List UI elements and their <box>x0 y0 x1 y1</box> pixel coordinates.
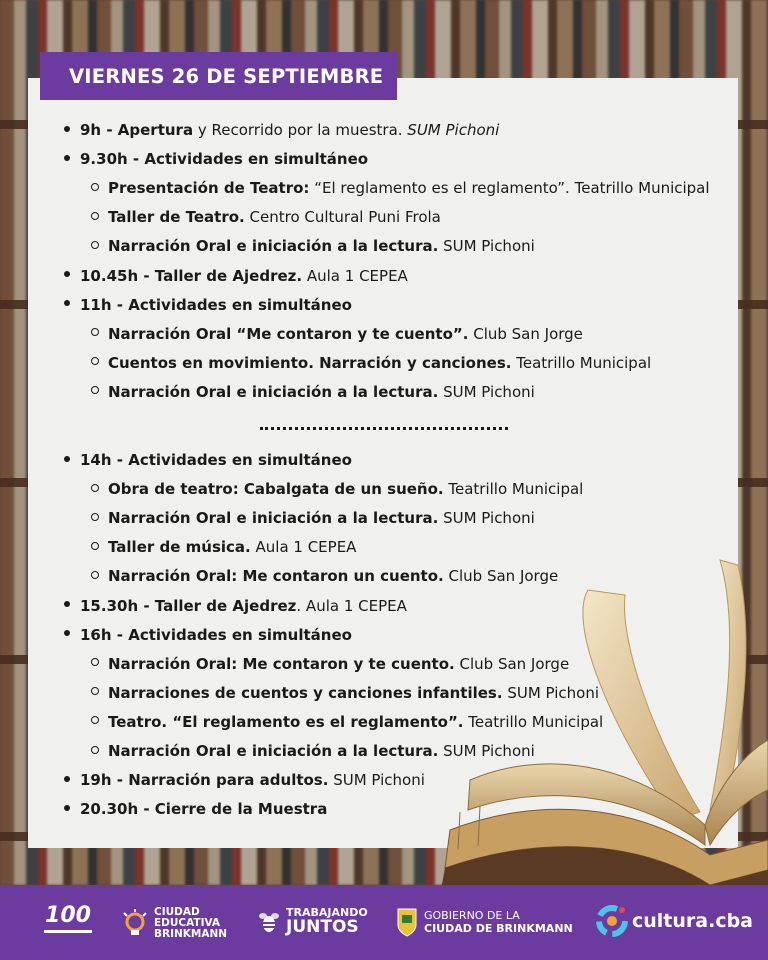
schedule-subitem <box>91 508 535 528</box>
schedule-item <box>64 149 368 169</box>
bullet-dot <box>64 776 70 782</box>
item-detail: Teatrillo Municipal <box>511 353 652 372</box>
bullet-circle <box>91 658 99 666</box>
gobierno-brinkmann-logo <box>396 907 573 937</box>
item-detail: SUM Pichoni <box>328 771 425 790</box>
item-detail: Teatrillo Municipal <box>463 712 604 731</box>
item-title: 19h - Narración para adultos. <box>80 771 329 790</box>
item-title: Narración Oral e iniciación a la lectura. <box>108 382 439 401</box>
item-title: 20.30h - Cierre de la Muestra <box>80 800 328 819</box>
section-divider <box>260 427 508 430</box>
item-title: Narración Oral e iniciación a la lectura. <box>108 237 439 256</box>
bullet-circle <box>91 571 99 579</box>
item-title: Presentación de Teatro: <box>108 179 310 198</box>
open-book-illustration <box>420 550 768 895</box>
schedule-item <box>64 266 408 286</box>
item-detail: “El reglamento es el reglamento”. Teatrillo Municipal <box>309 179 710 198</box>
schedule-subitem <box>91 207 441 227</box>
bullet-circle <box>91 513 99 521</box>
bullet-circle <box>91 328 99 336</box>
trabajando-line: TRABAJANDO <box>286 906 368 919</box>
cultura-text: cultura.cba <box>632 910 754 932</box>
item-detail: Aula 1 CEPEA <box>302 266 408 285</box>
bullet-dot <box>64 805 70 811</box>
item-title: 11h - Actividades en simultáneo <box>80 295 352 314</box>
item-detail: Centro Cultural Puni Frola <box>244 208 441 227</box>
item-location: SUM Pichoni <box>407 121 500 139</box>
schedule-subitem <box>91 178 710 198</box>
bullet-dot <box>64 126 70 132</box>
item-detail: Aula 1 CEPEA <box>250 538 357 557</box>
item-detail: . Aula 1 CEPEA <box>296 596 407 615</box>
schedule-subitem <box>91 537 356 557</box>
schedule-subitem <box>91 324 583 344</box>
footer-bar <box>0 885 768 960</box>
item-title: Narración Oral e iniciación a la lectura. <box>108 742 439 760</box>
item-title: Obra de teatro: Cabalgata de un sueño. <box>108 480 444 499</box>
bullet-circle <box>91 183 99 191</box>
item-detail: SUM Pichoni <box>438 509 535 528</box>
schedule-subitem <box>91 479 583 499</box>
date-banner <box>40 52 397 100</box>
item-detail: Club San Jorge <box>454 654 570 673</box>
bee-icon <box>258 910 280 934</box>
gobierno-line: GOBIERNO DE LA <box>424 908 520 922</box>
item-detail: Teatrillo Municipal <box>443 480 584 499</box>
bullet-circle <box>91 687 99 695</box>
schedule-subitem <box>91 353 651 373</box>
bullet-circle <box>91 746 99 754</box>
item-title: Narración Oral “Me contaron y te cuento”. <box>108 324 469 343</box>
item-title: 14h - Actividades en simultáneo <box>80 451 352 469</box>
logo-100-text: 100 <box>45 903 91 928</box>
lightbulb-icon <box>122 909 148 939</box>
schedule-subitem <box>91 382 535 402</box>
item-title: Cuentos en movimiento. Narración y canciones. <box>108 353 512 372</box>
item-detail: Club San Jorge <box>443 567 559 586</box>
educativa-line: EDUCATIVA <box>154 917 221 929</box>
bullet-circle <box>91 386 99 394</box>
schedule-item <box>64 770 425 790</box>
item-title: Teatro. “El reglamento es el reglamento”. <box>108 712 464 731</box>
item-title: 10.45h - Taller de Ajedrez. <box>80 266 303 285</box>
cultura-c-icon <box>596 905 628 937</box>
item-title: Narración Oral e iniciación a la lectura. <box>108 509 439 528</box>
item-title: 16h - Actividades en simultáneo <box>80 625 352 644</box>
bullet-circle <box>91 716 99 724</box>
item-title: Narración Oral: Me contaron y te cuento. <box>108 654 455 673</box>
schedule-item <box>64 450 352 470</box>
schedule-item <box>64 120 499 140</box>
logo-underline <box>44 930 92 933</box>
ciudad-brinkmann-line: CIUDAD DE BRINKMANN <box>424 921 573 935</box>
item-detail: Club San Jorge <box>468 324 583 343</box>
bullet-dot <box>64 155 70 161</box>
date-title: VIERNES 26 DE SEPTIEMBRE <box>69 64 384 88</box>
bullet-dot <box>64 630 70 636</box>
item-detail: SUM Pichoni <box>502 683 600 702</box>
item-title: 15.30h - Taller de Ajedrez <box>80 596 297 615</box>
schedule-item <box>64 799 327 819</box>
bullet-circle <box>91 241 99 249</box>
trabajando-juntos-logo <box>258 907 368 936</box>
item-detail: SUM Pichoni <box>438 742 535 760</box>
coat-of-arms-icon <box>396 907 418 937</box>
item-title: 9.30h - Actividades en simultáneo <box>80 150 369 169</box>
cultura-cba-logo <box>596 905 753 937</box>
item-detail: SUM Pichoni <box>438 382 535 401</box>
bullet-circle <box>91 212 99 220</box>
schedule-item <box>64 596 407 616</box>
brinkmann-line: BRINKMANN <box>154 928 228 940</box>
ciudad-educativa-logo <box>122 907 227 940</box>
item-title: Narraciones de cuentos y canciones infantiles. <box>108 683 503 702</box>
bullet-circle <box>91 542 99 550</box>
item-title: Narración Oral: Me contaron un cuento. <box>108 567 444 586</box>
ciudad-line: CIUDAD <box>154 906 200 918</box>
bullet-dot <box>64 456 70 462</box>
schedule-subitem <box>91 236 535 256</box>
anniversary-100-logo <box>42 905 94 933</box>
juntos-line: JUNTOS <box>286 917 359 937</box>
item-detail: y Recorrido por la muestra. <box>193 121 408 139</box>
item-detail: SUM Pichoni <box>438 237 535 256</box>
item-title: Taller de música. <box>108 538 251 557</box>
schedule-item <box>64 625 352 645</box>
bullet-circle <box>91 357 99 365</box>
bullet-dot <box>64 300 70 306</box>
bullet-dot <box>64 601 70 607</box>
bullet-dot <box>64 271 70 277</box>
schedule-item <box>64 295 352 315</box>
bullet-circle <box>91 484 99 492</box>
item-title: 9h - Apertura <box>80 121 194 139</box>
item-title: Taller de Teatro. <box>108 208 245 227</box>
